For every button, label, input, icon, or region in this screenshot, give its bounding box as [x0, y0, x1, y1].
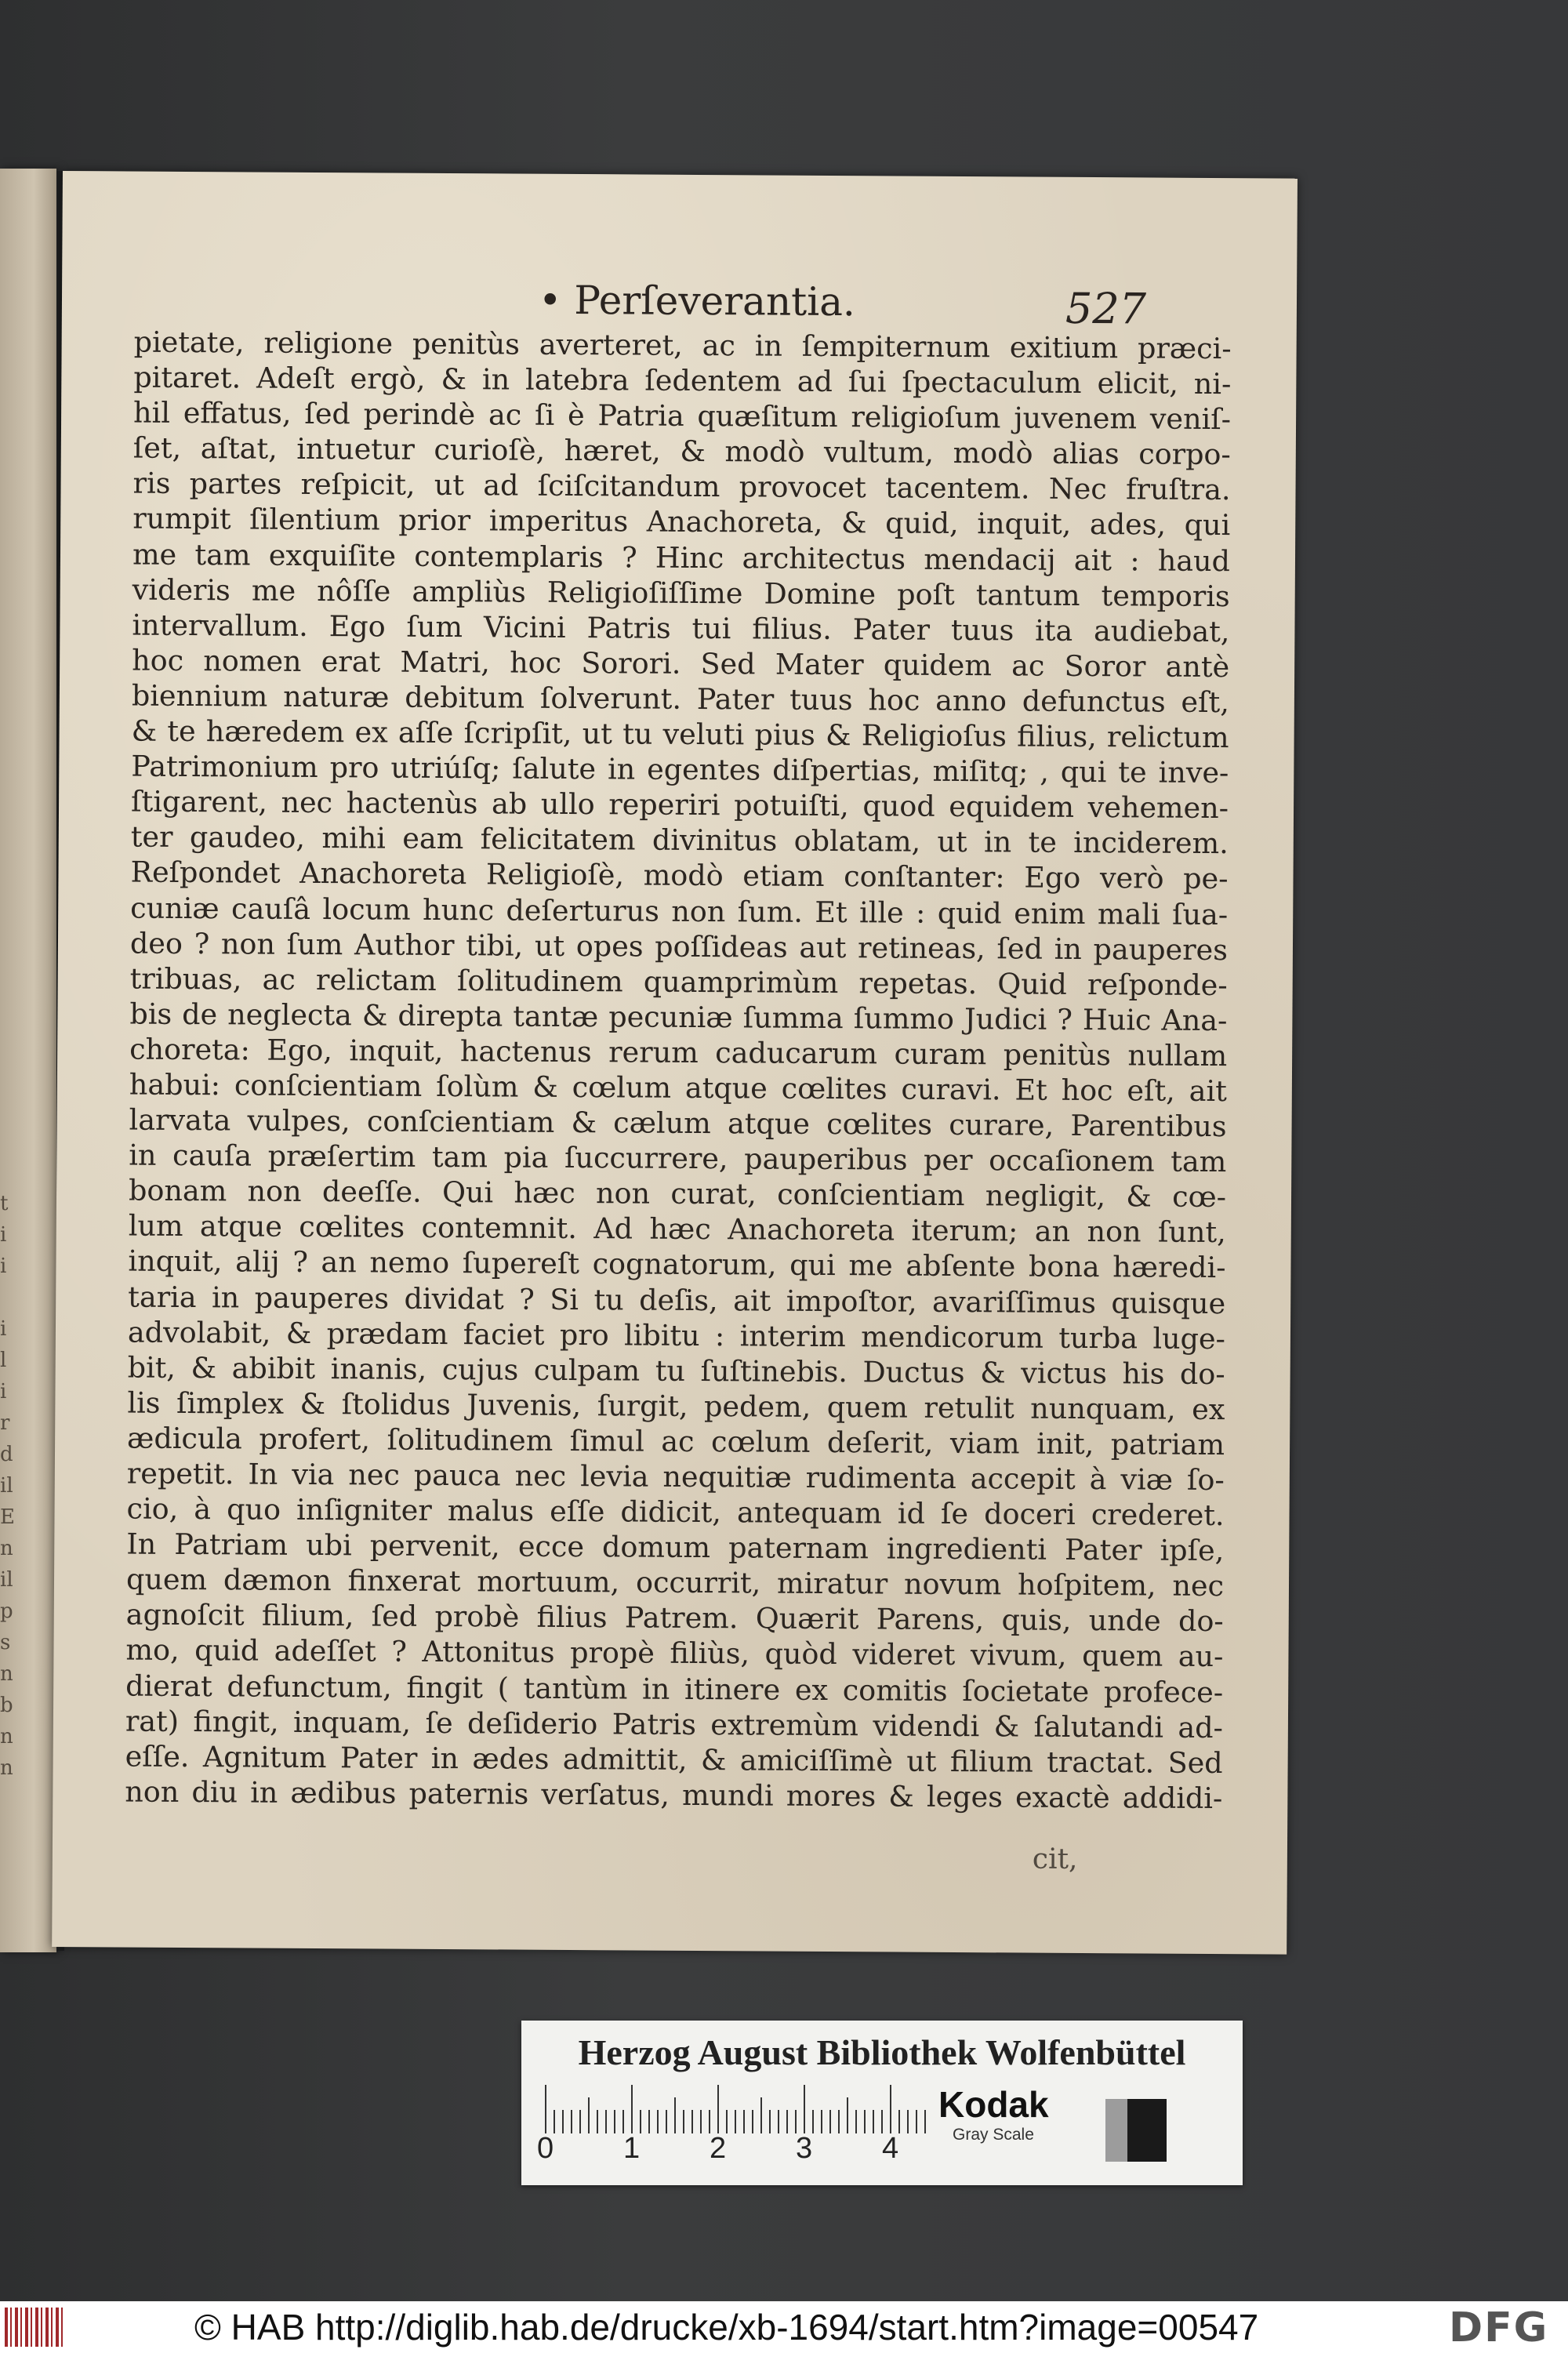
text-line: bis de neglecta & direpta tantæ pecuniæ ſumma ſummo Judici ? Huic Ana- — [129, 997, 1228, 1037]
text-line: dierat defunctum, fingit ( tantùm in itinere ex comitis ſocietate profece- — [125, 1669, 1224, 1709]
text-line: hoc nomen erat Matri, hoc Sorori. Sed Mater quidem ac Soror antè — [132, 643, 1230, 684]
running-head: • Perſeverantia. — [538, 277, 856, 325]
ruler-tick — [907, 2110, 909, 2133]
text-line: habui: conſcientiam ſolùm & cœlum atque cœlites curavi. Et hoc eſt, ait — [129, 1067, 1227, 1109]
text-line: bit, & abibit inanis, cujus culpam tu ſuſtinebis. Ductus & victus his do- — [127, 1350, 1225, 1391]
page-number: 527 — [1065, 283, 1147, 334]
ruler-tick — [571, 2110, 572, 2133]
footer-copyright-link[interactable]: © HAB http://diglib.hab.de/drucke/xb-1694/start.htm?image=00547 — [194, 2307, 1259, 2348]
ruler-tick — [691, 2110, 693, 2133]
ruler-tick — [562, 2110, 564, 2133]
text-line: rat) fingit, inquam, ſe deſiderio Patris extremùm videndi & ſalutandi ad- — [125, 1704, 1224, 1745]
ruler-number: 2 — [710, 2132, 727, 2165]
ruler-tick — [666, 2110, 667, 2133]
text-line: Reſpondet Anachoreta Religioſè, modò etiam conſtanter: Ego verò pe- — [130, 855, 1229, 896]
adjacent-page-text: t i i i l i r d il E n il p s n b n n — [0, 1192, 15, 1780]
ruler-tick — [597, 2110, 598, 2133]
ruler-tick — [812, 2110, 814, 2133]
ruler-tick — [821, 2110, 822, 2133]
text-line: intervallum. Ego ſum Vicini Patris tui filius. Pater tuus ita audiebat, — [132, 608, 1230, 648]
ruler-tick — [735, 2110, 736, 2133]
ruler-tick — [795, 2110, 797, 2133]
text-line: ſtigarent, nec hactenùs ab ullo reperiri potuiſti, quod equidem vehemen- — [130, 784, 1229, 826]
text-line: lis ſimplex & ſtolidus Juvenis, ſurgit, pedem, quem retulit nunquam, ex — [127, 1385, 1225, 1426]
text-line: quem dæmon finxerat mortuum, occurrit, miratur novum hoſpitem, nec — [125, 1562, 1225, 1603]
text-line: deo ? non ſum Author tibi, ut opes poſſideas aut retineas, ſed in pauperes — [129, 926, 1229, 967]
ruler-tick — [829, 2110, 831, 2133]
gray-swatch-dark — [1127, 2099, 1167, 2162]
text-line: hil effatus, ſed perindè ac ſi è Patria quæſitum religioſum juvenem veniſ- — [132, 395, 1232, 437]
ruler-tick — [726, 2110, 728, 2133]
ruler-tick — [683, 2110, 684, 2133]
text-line: non diu in ædibus paternis verſatus, mundi mores & leges exactè addidi- — [125, 1774, 1223, 1815]
text-line: me tam exquiſite contemplaris ? Hinc architectus mendacij ait : haud — [132, 537, 1231, 578]
ruler-tick — [648, 2110, 650, 2133]
text-line: repetit. In via nec pauca nec levia nequitiæ rudimenta accepit à viæ ſo- — [126, 1456, 1225, 1498]
text-line: videris me nôſſe ampliùs Religioſiſſime Domine poſt tantum temporis — [132, 572, 1230, 613]
ruler-tick — [579, 2110, 581, 2133]
body-text — [125, 325, 1232, 1816]
text-line: biennium naturæ debitum ſolverunt. Pater tuus hoc anno defunctus eſt, — [131, 678, 1230, 720]
ruler-tick — [588, 2097, 590, 2133]
text-line: bonam non deeſſe. Qui hæc non curat, conſcientiam negligit, & cœ- — [128, 1173, 1227, 1215]
dfg-logo: DFG — [1449, 2304, 1549, 2351]
text-line: Patrimonium pro utriúſq; ſalute in egentes diſpertias, miſitq; , qui te inve- — [131, 749, 1229, 790]
text-line: inquit, alij ? an nemo ſupereſt cognatorum, qui me abſente bona hæredi- — [128, 1244, 1226, 1285]
ruler-tick — [924, 2110, 926, 2133]
ruler-tick — [804, 2085, 805, 2133]
footer-bar — [0, 2301, 1568, 2353]
ruler-tick — [700, 2110, 702, 2133]
ruler-tick — [554, 2110, 555, 2133]
text-line: tribuas, ac relictam ſolitudinem quamprimùm repetas. Quid reſponde- — [129, 961, 1228, 1002]
text-line: in cauſa præſertim tam pia ſuccurrere, pauperibus per occaſionem tam — [129, 1138, 1227, 1179]
ruler-tick — [847, 2097, 848, 2133]
ruler-tick — [898, 2110, 900, 2133]
text-line: cuniæ cauſâ locum hunc deſerturus non ſum. Et ille : quid enim mali ſua- — [130, 891, 1229, 931]
text-line: In Patriam ubi pervenit, ecce domum paternam ingredienti Pater ipſe, — [126, 1527, 1225, 1568]
text-line: ter gaudeo, mihi eam felicitatem divinitus oblatam, ut in te inciderem. — [130, 819, 1229, 861]
ruler-numbers — [537, 2132, 984, 2171]
book-page — [52, 171, 1298, 1955]
catchword: cit, — [1032, 1843, 1078, 1876]
color-target-card — [521, 2021, 1243, 2185]
text-line: pitaret. Adeſt ergò, & in latebra ſedentem ad ſui ſpectaculum elicit, ni- — [133, 360, 1232, 401]
text-line: ſet, aſtat, intuetur curioſè, hæret, & modò vultum, modò alias corpo- — [132, 430, 1231, 472]
ruler-number: 1 — [623, 2132, 641, 2165]
ruler-number: 4 — [882, 2132, 899, 2165]
kodak-logo: Kodak — [938, 2084, 1049, 2125]
text-line: rumpit ſilentium prior imperitus Anachoreta, & quid, inquit, ades, qui — [132, 502, 1231, 543]
adjacent-page-edge — [0, 169, 56, 1952]
ruler-tick — [873, 2110, 874, 2133]
barcode-icon — [5, 2308, 66, 2347]
text-line: ris partes reſpicit, ut ad ſciſcitandum provocet tacentem. Nec fruſtra. — [132, 466, 1231, 507]
text-line: cio, à quo inſigniter malus eſſe didicit, antequam id ſe doceri crederet. — [126, 1491, 1225, 1533]
ruler-tick — [674, 2097, 676, 2133]
ruler-tick — [752, 2110, 753, 2133]
text-line: ædicula profert, ſolitudinem ſimul ac cœlum deſerit, viam init, patriam — [126, 1421, 1225, 1462]
ruler-tick — [605, 2110, 607, 2133]
ruler-tick — [855, 2110, 857, 2133]
library-name: Herzog August Bibliothek Wolfenbüttel — [578, 2032, 1186, 2072]
text-line: larvata vulpes, conſcientiam & cælum atque cœlites curare, Parentibus — [129, 1102, 1227, 1144]
ruler-tick — [916, 2110, 917, 2133]
text-line: choreta: Ego, inquit, hactenus rerum caducarum curam penitùs nullam — [129, 1032, 1228, 1073]
ruler-number: 3 — [796, 2132, 813, 2165]
kodak-subtitle: Gray Scale — [953, 2126, 1034, 2144]
text-line: pietate, religione penitùs averteret, ac in ſempiternum exitium præci- — [133, 325, 1232, 366]
ruler-number: 0 — [537, 2132, 554, 2165]
ruler-tick — [760, 2097, 762, 2133]
text-line: eſſe. Agnitum Pater in ædes admittit, & amiciſſimè ut filium tractat. Sed — [125, 1739, 1223, 1780]
text-line: advolabit, & prædam faciet pro libitu : interim mendicorum turba luge- — [127, 1315, 1226, 1356]
ruler-tick — [717, 2085, 719, 2133]
ruler-tick — [640, 2110, 641, 2133]
ruler-tick — [657, 2110, 659, 2133]
ruler-tick — [545, 2085, 546, 2133]
ruler-tick — [786, 2110, 788, 2133]
ruler-tick — [743, 2110, 745, 2133]
ruler-tick — [769, 2110, 771, 2133]
ruler-tick — [778, 2110, 779, 2133]
ruler-tick — [864, 2110, 866, 2133]
text-line: agnoſcit filium, ſed probè filius Patrem. Quærit Parens, quis, unde do- — [125, 1597, 1224, 1639]
text-line: lum atque cœlites contemnit. Ad hæc Anachoreta iterum; an non ſunt, — [128, 1208, 1226, 1250]
ruler-tick — [881, 2110, 883, 2133]
text-line: & te hæredem ex aſſe ſcripſit, ut tu veluti pius & Religioſus filius, relictum — [131, 714, 1229, 755]
ruler-tick — [838, 2110, 840, 2133]
gray-swatch-light — [1105, 2099, 1127, 2162]
text-line: mo, quid adeſſet ? Attonitus propè filiùs, quòd videret vivum, quem au- — [125, 1632, 1224, 1674]
measurement-ruler — [545, 2085, 937, 2133]
text-line: taria in pauperes dividat ? Si tu deſis, ait impoſtor, avariſſimus quisque — [128, 1280, 1226, 1320]
ruler-tick — [622, 2110, 624, 2133]
ruler-tick — [709, 2110, 710, 2133]
ruler-tick — [614, 2110, 615, 2133]
ruler-tick — [631, 2085, 633, 2133]
ruler-tick — [890, 2085, 891, 2133]
